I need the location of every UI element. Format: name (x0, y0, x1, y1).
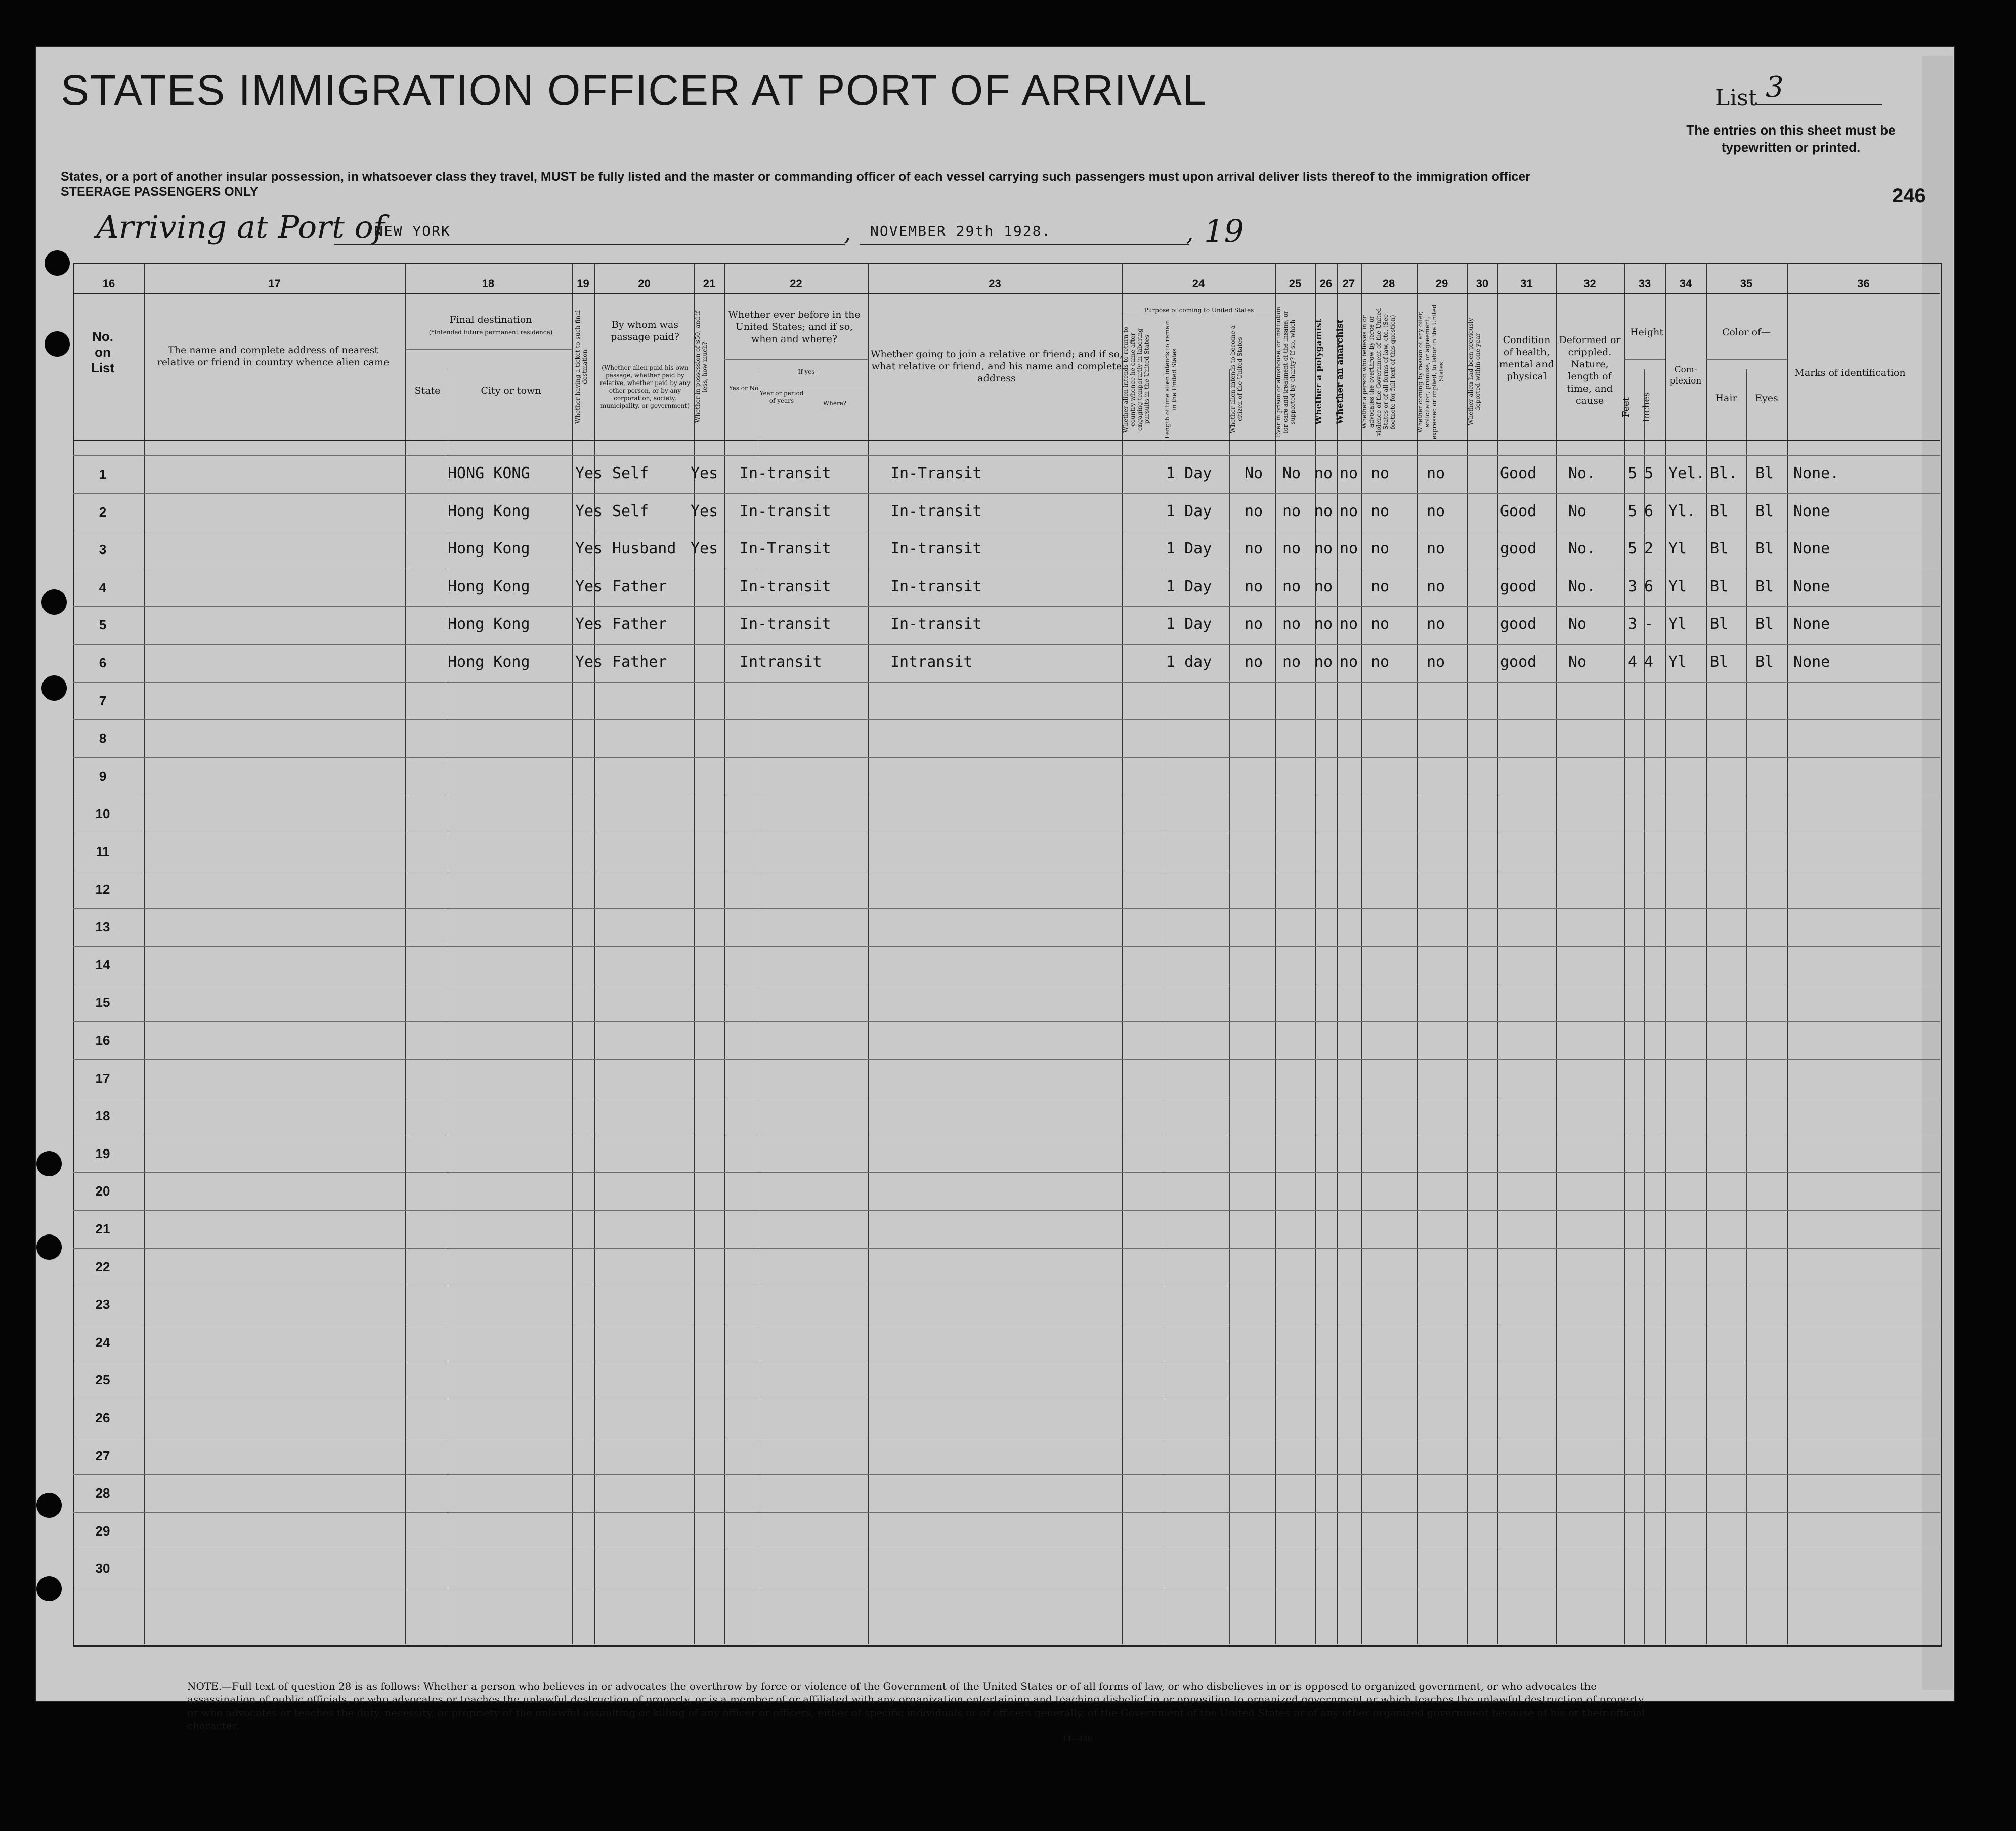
complexion-cell: Yl. (1668, 502, 1696, 520)
eyes-cell: Bl (1755, 615, 1774, 633)
row-number: 9 (99, 768, 107, 784)
paid-by-cell: Self (612, 502, 649, 520)
row-number: 26 (95, 1410, 110, 1425)
row-number: 6 (99, 655, 107, 670)
column-number: 23 (989, 277, 1001, 290)
hair-cell: Bl (1710, 653, 1729, 671)
row-number: 16 (95, 1033, 110, 1048)
col-header-year: Year or period of years (759, 390, 804, 404)
citizen-cell: no (1245, 577, 1263, 595)
possession-cell: Yes (691, 464, 718, 482)
typewritten-note: The entries on this sheet must be typewritten or printed. (1686, 122, 1896, 155)
complexion-cell: Yl (1668, 540, 1687, 558)
row-line (73, 493, 1940, 494)
ever-before-cell: In-transit (740, 502, 831, 520)
row-number: 7 (99, 693, 107, 708)
health-cell: Good (1500, 502, 1537, 520)
port-underline (334, 244, 845, 245)
health-cell: good (1500, 653, 1537, 671)
col-header-30: Whether alien had been previously deported within one year (1467, 318, 1481, 426)
prison-cell: no (1282, 502, 1301, 520)
column-number: 32 (1583, 277, 1596, 290)
column-number: 26 (1319, 277, 1333, 290)
length-of-stay-cell: 1 Day (1166, 615, 1212, 633)
col-header-yes-no: Yes or No (728, 385, 759, 392)
col-header-city: City or town (481, 385, 541, 396)
column-number: 20 (638, 277, 651, 290)
binder-hole (36, 1151, 62, 1176)
question-28-cell: no (1371, 577, 1390, 595)
question-29-cell: no (1427, 653, 1445, 671)
city-cell: Hong Kong (448, 615, 530, 633)
inches-cell: - (1644, 615, 1654, 633)
question-28-cell: no (1371, 653, 1390, 671)
marks-cell: None. (1793, 464, 1839, 482)
deformed-cell: No. (1568, 540, 1596, 558)
ticket-cell: Yes (575, 577, 603, 595)
length-of-stay-cell: 1 day (1166, 653, 1212, 671)
sub-header-line (1706, 359, 1787, 360)
column-number: 31 (1520, 277, 1533, 290)
column-number: 27 (1342, 277, 1355, 290)
anarchist-cell: no (1340, 502, 1358, 520)
row-number: 20 (95, 1183, 110, 1199)
column-number: 28 (1382, 277, 1395, 290)
citizen-cell: no (1245, 615, 1263, 633)
row-number: 29 (95, 1523, 110, 1539)
anarchist-cell: no (1340, 615, 1358, 633)
ever-before-cell: In-transit (740, 615, 831, 633)
prison-cell: no (1282, 577, 1301, 595)
column-number: 25 (1289, 277, 1302, 290)
polygamist-cell: no (1314, 540, 1333, 558)
row-number: 15 (95, 995, 110, 1010)
col-header-hair: Hair (1715, 393, 1737, 404)
feet-cell: 4 (1628, 653, 1638, 671)
anarchist-cell: no (1340, 653, 1358, 671)
col-header-deformed: Deformed or crippled. Nature, length of time, and cause (1559, 334, 1621, 406)
health-cell: good (1500, 615, 1537, 633)
row-line (73, 946, 1940, 947)
eyes-cell: Bl (1755, 540, 1774, 558)
column-number: 33 (1638, 277, 1651, 290)
question-29-cell: no (1427, 502, 1445, 520)
row-line (73, 644, 1940, 645)
joining-cell: In-transit (890, 540, 982, 558)
row-number: 8 (99, 731, 107, 746)
column-number: 34 (1679, 277, 1692, 290)
col-header-feet: Feet (1621, 397, 1632, 418)
sub-header-line (405, 349, 572, 350)
row-number: 10 (95, 806, 110, 822)
col-header-destination-note: (*Intended future permanent residence) (428, 329, 553, 336)
row-line (73, 1512, 1940, 1513)
col-header-state: State (414, 385, 441, 396)
hair-cell: Bl (1710, 502, 1729, 520)
question-29-cell: no (1427, 540, 1445, 558)
col-header-ever-before: Whether ever before in the United States; and if so, when and where? (728, 309, 861, 345)
paid-by-cell: Self (612, 464, 649, 482)
ticket-cell: Yes (575, 615, 603, 633)
anarchist-cell: no (1340, 464, 1358, 482)
ticket-cell: Yes (575, 653, 603, 671)
row-number: 19 (95, 1145, 110, 1161)
passenger-class: STEERAGE PASSENGERS ONLY (61, 185, 259, 199)
row-line (73, 606, 1940, 607)
col-header-purpose-a: Whether alien intends to return to country whence he came after engaging temporarily in laboring pursuits in the United States (1122, 326, 1150, 433)
col-header-purpose-c: Whether alien intends to become a citizen of the United States (1229, 325, 1243, 434)
col-header-paid: By whom was passage paid? (611, 319, 679, 343)
date-underline (860, 244, 1189, 245)
column-number: 30 (1476, 277, 1489, 290)
col-header-possession: Whether in possession of $50, and if less, how much? (694, 311, 708, 423)
hair-cell: Bl (1710, 577, 1729, 595)
row-line (73, 1172, 1940, 1173)
sub-header-line (1624, 359, 1665, 360)
possession-cell: Yes (691, 502, 718, 520)
marks-cell: None (1793, 502, 1830, 520)
ticket-cell: Yes (575, 502, 603, 520)
paid-by-cell: Father (612, 577, 667, 595)
eyes-cell: Bl (1755, 464, 1774, 482)
col-header-joining: Whether going to join a relative or friend; and if so, what relative or friend, and his name and complete address (871, 349, 1123, 384)
col-header-color-of: Color of— (1722, 327, 1771, 338)
deformed-cell: No. (1568, 464, 1596, 482)
col-header-purpose: Purpose of coming to United States (1144, 307, 1254, 314)
citizen-cell: no (1245, 653, 1263, 671)
row-number: 12 (95, 881, 110, 897)
polygamist-cell: no (1314, 653, 1333, 671)
row-line (73, 757, 1940, 758)
health-cell: Good (1500, 464, 1537, 482)
col-header-marks: Marks of identification (1794, 367, 1906, 378)
row-number: 11 (96, 844, 110, 859)
column-number: 22 (790, 277, 802, 290)
complexion-cell: Yl (1668, 653, 1687, 671)
city-cell: Hong Kong (448, 540, 530, 558)
column-number: 17 (268, 277, 281, 290)
row-number: 25 (95, 1372, 110, 1388)
ever-before-cell: In-transit (740, 577, 831, 595)
row-number: 23 (95, 1297, 110, 1312)
column-number: 24 (1192, 277, 1205, 290)
form-title: STATES IMMIGRATION OFFICER AT PORT OF ARRIVAL (61, 66, 1208, 114)
binder-hole (36, 1576, 62, 1601)
binder-hole (36, 1234, 62, 1260)
inches-cell: 4 (1644, 653, 1654, 671)
inches-cell: 2 (1644, 540, 1654, 558)
row-number: 14 (95, 957, 110, 972)
arriving-label: Arriving at Port of (96, 208, 385, 245)
col-header-26: Whether a polygamist (1314, 319, 1324, 425)
row-number: 17 (95, 1070, 110, 1086)
row-line (73, 682, 1940, 683)
complexion-cell: Yl (1668, 577, 1687, 595)
deformed-cell: No (1568, 615, 1587, 633)
binder-hole (36, 1493, 62, 1518)
feet-cell: 3 (1628, 577, 1638, 595)
health-cell: good (1500, 577, 1537, 595)
row-number: 4 (99, 579, 107, 595)
inches-cell: 6 (1644, 502, 1654, 520)
col-header-29: Whether coming by reason of any offer, solicitation, promise, or agreement, expressed or implied, to labor in the United States (1417, 304, 1445, 440)
ever-before-cell: Intransit (740, 653, 822, 671)
binder-hole (45, 250, 70, 276)
column-number: 36 (1857, 277, 1870, 290)
list-number: 3 (1766, 71, 1784, 104)
col-header-final-destination: Final destination (449, 314, 532, 325)
column-number: 18 (482, 277, 495, 290)
length-of-stay-cell: 1 Day (1166, 502, 1212, 520)
question-29-cell: no (1427, 615, 1445, 633)
citizen-cell: No (1245, 464, 1263, 482)
row-number: 2 (99, 504, 107, 520)
col-header-relative: The name and complete address of nearest relative or friend in country whence alien came (157, 345, 390, 368)
polygamist-cell: no (1314, 464, 1333, 482)
question-28-cell: no (1371, 540, 1390, 558)
sub-header-line (724, 359, 868, 360)
complexion-cell: Yel. (1668, 464, 1705, 482)
column-number: 16 (102, 277, 115, 290)
port-value: NEW YORK (374, 223, 451, 239)
column-number: 21 (703, 277, 716, 290)
length-of-stay-cell: 1 Day (1166, 464, 1212, 482)
form-number: 14—480 (1062, 1735, 1092, 1743)
hair-cell: Bl (1710, 540, 1729, 558)
deformed-cell: No. (1568, 577, 1596, 595)
joining-cell: In-transit (890, 615, 982, 633)
row-number: 30 (95, 1561, 110, 1577)
row-number: 18 (95, 1108, 110, 1124)
row-number: 5 (99, 617, 107, 633)
sub-column-divider (1644, 369, 1645, 1644)
joining-cell: In-Transit (890, 464, 982, 482)
length-of-stay-cell: 1 Day (1166, 577, 1212, 595)
col-header-if-yes: If yes— (798, 368, 821, 375)
col-header-inches: Inches (1641, 392, 1652, 423)
list-underline (1755, 104, 1882, 105)
sub-column-divider (1229, 369, 1230, 1644)
feet-cell: 5 (1628, 502, 1638, 520)
binder-hole (41, 589, 67, 615)
col-header-25: Ever in prison or almshouse, or institution for care and treatment of the insane, or supported by charity? If so, which (1275, 307, 1296, 437)
sub-column-divider (1746, 369, 1747, 1644)
col-header-no: No. on List (91, 329, 115, 375)
row-number: 28 (95, 1485, 110, 1501)
row-number: 21 (95, 1221, 110, 1237)
eyes-cell: Bl (1755, 502, 1774, 520)
possession-cell: Yes (691, 540, 718, 558)
prison-cell: No (1282, 464, 1301, 482)
row-number: 22 (95, 1259, 110, 1274)
ticket-cell: Yes (575, 540, 603, 558)
date-value: NOVEMBER 29th 1928. (870, 223, 1052, 239)
question-29-cell: no (1427, 464, 1445, 482)
header-divider (73, 293, 1940, 294)
list-label: List (1715, 85, 1757, 111)
eyes-cell: Bl (1755, 653, 1774, 671)
joining-cell: In-transit (890, 577, 982, 595)
prison-cell: no (1282, 540, 1301, 558)
column-number: 19 (577, 277, 589, 290)
column-number: 35 (1740, 277, 1753, 290)
col-header-paid-note: (Whether alien paid his own passage, whether paid by relative, whether paid by any other person, or by any corporation, society, municipality, or government) (599, 364, 691, 409)
question-29-cell: no (1427, 577, 1445, 595)
col-header-height: Height (1630, 327, 1663, 338)
paid-by-cell: Husband (612, 540, 676, 558)
feet-cell: 3 (1628, 615, 1638, 633)
col-header-purpose-b: Length of time alien intends to remain in the United States (1164, 320, 1178, 439)
polygamist-cell: no (1314, 502, 1333, 520)
city-cell: Hong Kong (448, 577, 530, 595)
joining-cell: Intransit (890, 653, 973, 671)
paid-by-cell: Father (612, 615, 667, 633)
sheet-number: 246 (1892, 185, 1926, 207)
comma: , (844, 221, 851, 246)
year-prefix: 19 (1204, 212, 1244, 249)
ever-before-cell: In-Transit (740, 540, 831, 558)
hair-cell: Bl. (1710, 464, 1738, 482)
prison-cell: no (1282, 615, 1301, 633)
col-header-eyes: Eyes (1755, 393, 1778, 404)
paid-by-cell: Father (612, 653, 667, 671)
question-28-cell: no (1371, 615, 1390, 633)
row-line (73, 1210, 1940, 1211)
city-cell: Hong Kong (448, 502, 530, 520)
manifest-table (73, 263, 1942, 1647)
polygamist-cell: no (1314, 577, 1333, 595)
deformed-cell: No (1568, 653, 1587, 671)
row-line (73, 1248, 1940, 1249)
row-number: 1 (99, 466, 107, 482)
binder-hole (45, 331, 70, 357)
hair-cell: Bl (1710, 615, 1729, 633)
inches-cell: 5 (1644, 464, 1654, 482)
row-number: 24 (95, 1334, 110, 1350)
row-line (73, 719, 1940, 720)
col-header-28: Whether a person who believes in or advocates the overthrow by force or violence of the Government of the United States or of all forms of law, etc. (See footnote for full text of this question) (1361, 308, 1396, 436)
joining-cell: In-transit (890, 502, 982, 520)
deformed-cell: No (1568, 502, 1587, 520)
row-number: 13 (95, 919, 110, 935)
feet-cell: 5 (1628, 540, 1638, 558)
row-line (73, 1059, 1940, 1060)
eyes-cell: Bl (1755, 577, 1774, 595)
length-of-stay-cell: 1 Day (1166, 540, 1212, 558)
ticket-cell: Yes (575, 464, 603, 482)
col-header-where: Where? (823, 400, 847, 407)
row-number: 3 (99, 542, 107, 558)
question-28-cell: no (1371, 502, 1390, 520)
health-cell: good (1500, 540, 1537, 558)
feet-cell: 5 (1628, 464, 1638, 482)
marks-cell: None (1793, 615, 1830, 633)
comma: , (1186, 221, 1193, 246)
header-bottom (73, 440, 1940, 441)
row-number: 27 (95, 1447, 110, 1463)
citizen-cell: no (1245, 502, 1263, 520)
column-number: 29 (1435, 277, 1448, 290)
form-instruction: States, or a port of another insular possession, in whatsoever class they travel, MUST be fully listed and the master or commanding officer of each vessel carrying such passengers must upon arrival deliver lists thereof to the immigration officer (61, 169, 1530, 184)
col-header-condition: Condition of health, mental and physical (1499, 334, 1554, 382)
city-cell: Hong Kong (448, 653, 530, 671)
complexion-cell: Yl (1668, 615, 1687, 633)
row-line (73, 908, 1940, 909)
anarchist-cell: no (1340, 540, 1358, 558)
marks-cell: None (1793, 540, 1830, 558)
row-line (73, 1474, 1940, 1475)
marks-cell: None (1793, 577, 1830, 595)
row-line (73, 1021, 1940, 1022)
marks-cell: None (1793, 653, 1830, 671)
prison-cell: no (1282, 653, 1301, 671)
footnote: NOTE.—Full text of question 28 is as follows: Whether a person who believes in or advocates the overthrow by force or violence of the Government of the United States or of all forms of law, or who disbelieves in or is opposed to organized government, or who advocates the assassination of public officials, or who advocates or teaches the unlawful destruction of property, or is a member of or affiliated with any organization entertaining and teaching disbelief in or opposition to organized government or which teaches the unlawful destruction of property, or who advocates or teaches the duty, necessity, or propriety of the unlawful assaulting or killing of any officer or officers, either of specific individuals or of officers generally, of the Government of the United States or of any other organized government because of his or their official character. (187, 1680, 1646, 1732)
question-28-cell: no (1371, 464, 1390, 482)
col-header-complexion: Com-plexion (1669, 365, 1702, 386)
ever-before-cell: In-transit (740, 464, 831, 482)
col-header-ticket: Whether having a ticket to such final destination (574, 310, 588, 424)
inches-cell: 6 (1644, 577, 1654, 595)
citizen-cell: no (1245, 540, 1263, 558)
binder-hole (41, 675, 67, 701)
row-line (73, 455, 1940, 456)
col-header-27: Whether an anarchist (1335, 319, 1345, 424)
polygamist-cell: no (1314, 615, 1333, 633)
city-cell: HONG KONG (448, 464, 530, 482)
